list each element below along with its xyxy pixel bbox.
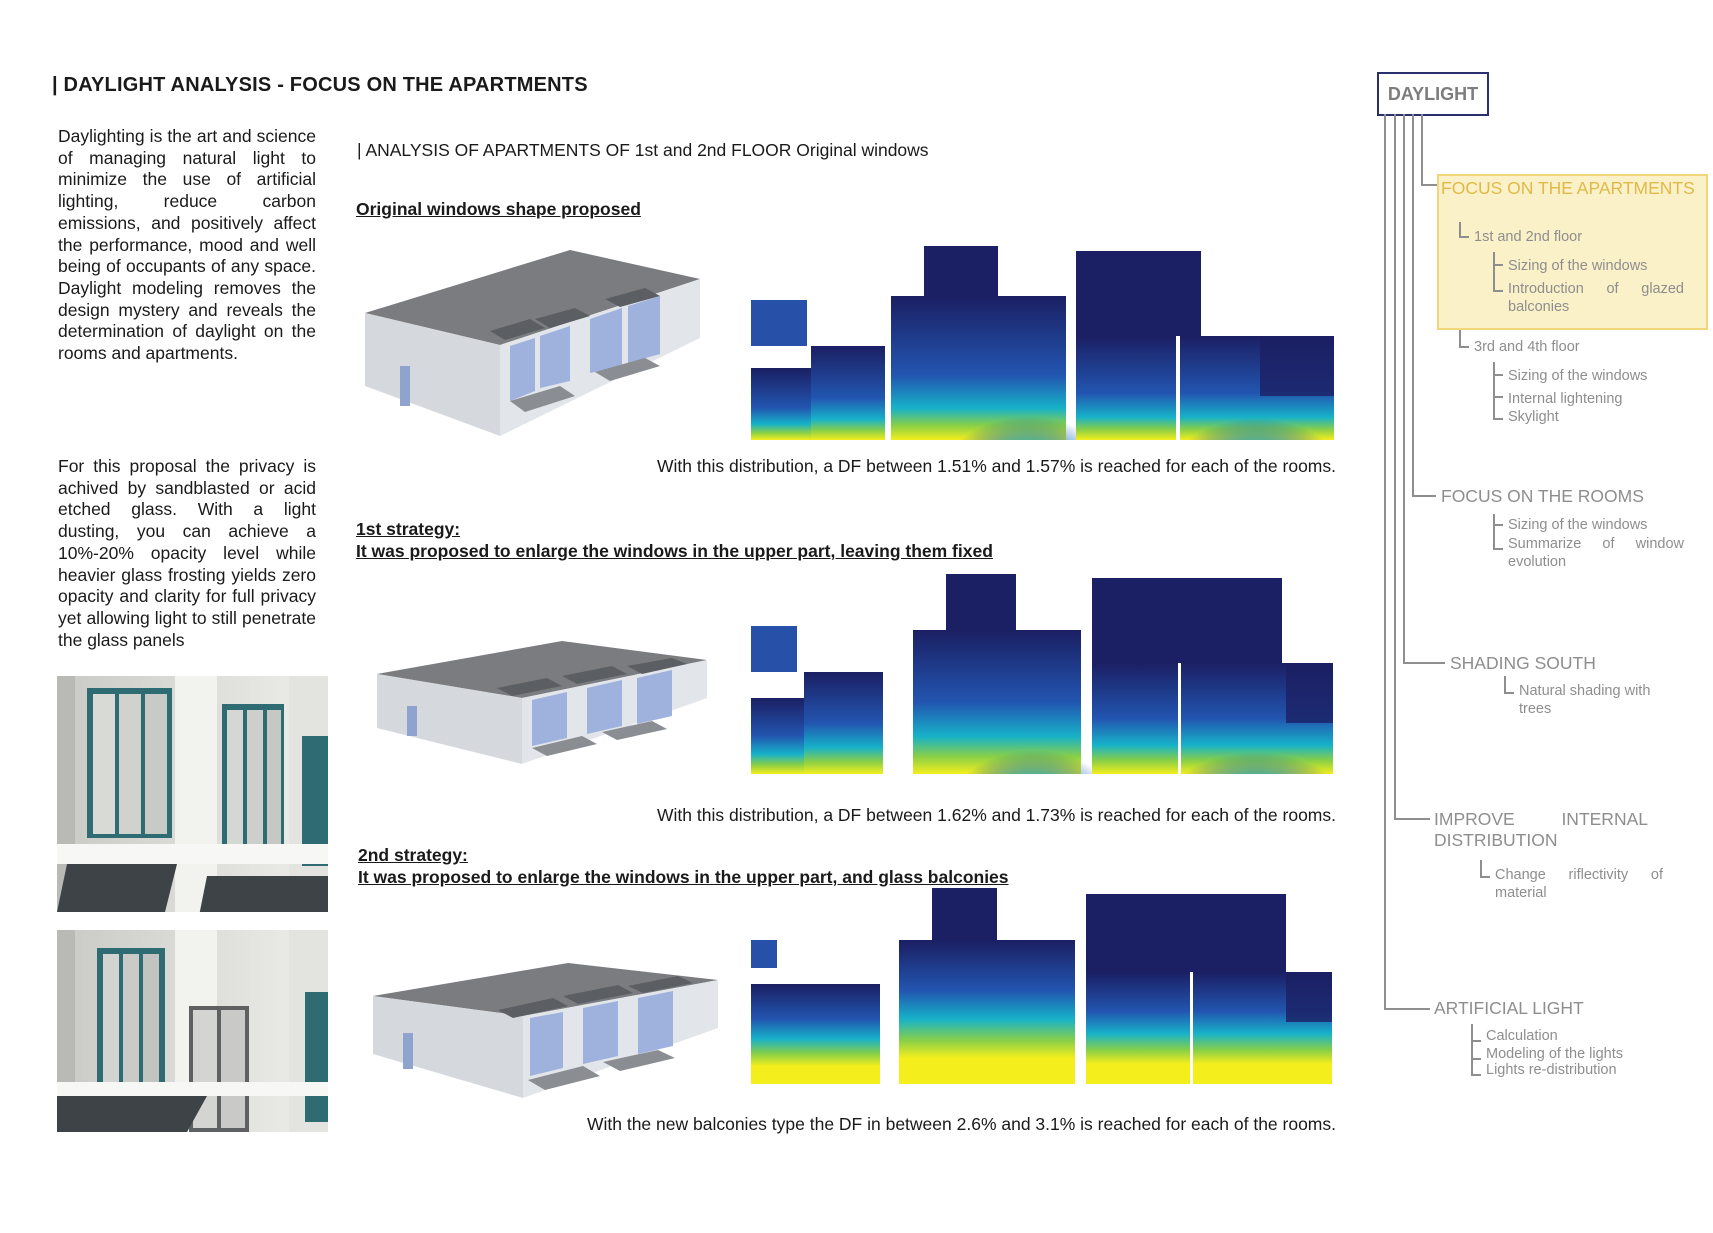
analysis-heading: | ANALYSIS OF APARTMENTS OF 1st and 2nd FLOOR Original windows: [357, 140, 929, 160]
nav-change-reflectivity[interactable]: Change riflectivity of material: [1495, 867, 1663, 901]
nav-internal-lightening[interactable]: Internal lightening: [1508, 391, 1623, 407]
nav-3rd-4th-floor[interactable]: 3rd and 4th floor: [1474, 339, 1580, 355]
original-caption: With this distribution, a DF between 1.51% and 1.57% is reached for each of the rooms.: [657, 456, 1336, 476]
strategy1-desc: It was proposed to enlarge the windows in the upper part, leaving them fixed: [356, 541, 993, 561]
intro-paragraph-2: For this proposal the privacy is achived by sandblasted or acid etched glass. With a light dusting, you can achieve a 10%-20% opacity level while heavier glass frosting yields zero opacity and clarity for full privacy yet allowing light to still penetrate the glass panels: [58, 456, 316, 650]
nav-summarize-evolution[interactable]: Summarize of window evolution: [1508, 536, 1684, 570]
nav-focus-apartments[interactable]: FOCUS ON THE APARTMENTS: [1441, 178, 1695, 198]
strategy1-title: 1st strategy:: [356, 519, 461, 539]
nav-focus-rooms[interactable]: FOCUS ON THE ROOMS: [1441, 486, 1644, 506]
strategy2-desc: It was proposed to enlarge the windows in the upper part, and glass balconies: [358, 867, 1009, 887]
nav-sizing-windows-3[interactable]: Sizing of the windows: [1508, 517, 1648, 533]
nav-natural-shading[interactable]: Natural shading with trees: [1519, 683, 1651, 717]
strategy2-caption: With the new balconies type the DF in between 2.6% and 3.1% is reached for each of the rooms.: [586, 1114, 1336, 1134]
strategy1-caption: With this distribution, a DF between 1.62% and 1.73% is reached for each of the rooms.: [657, 805, 1336, 825]
df-heatmap-strategy2: [746, 888, 1336, 1084]
nav-improve-distribution[interactable]: IMPROVE INTERNAL DISTRIBUTION: [1434, 809, 1648, 850]
intro-paragraph-1: Daylighting is the art and science of managing natural light to minimize the use of artificial lighting, reduce carbon emissions, and positively affect the performance, mood and well being of occupants of any space. Daylight modeling removes the design mystery and reveals the determination of daylight on the rooms and apartments.: [58, 126, 316, 364]
nav-skylight[interactable]: Skylight: [1508, 409, 1559, 425]
nav-glazed-balconies[interactable]: Introduction of glazed balconies: [1508, 281, 1684, 315]
nav-lights-redistribution[interactable]: Lights re-distribution: [1486, 1062, 1617, 1078]
page-title: | DAYLIGHT ANALYSIS - FOCUS ON THE APARTMENTS: [52, 74, 588, 96]
df-heatmap-original: [746, 246, 1336, 440]
building-model-original: [360, 246, 730, 446]
building-model-strategy1: [372, 636, 720, 770]
balcony-photo: [57, 676, 328, 1132]
nav-shading-south[interactable]: SHADING SOUTH: [1450, 653, 1596, 673]
nav-1st-2nd-floor[interactable]: 1st and 2nd floor: [1474, 229, 1583, 245]
building-model-strategy2: [368, 958, 728, 1108]
nav-calculation[interactable]: Calculation: [1486, 1028, 1558, 1044]
strategy2-title: 2nd strategy:: [358, 845, 468, 865]
nav-sizing-windows[interactable]: Sizing of the windows: [1508, 258, 1648, 274]
nav-modeling-lights[interactable]: Modeling of the lights: [1486, 1046, 1624, 1062]
original-title: Original windows shape proposed: [356, 199, 641, 219]
nav-artificial-light[interactable]: ARTIFICIAL LIGHT: [1434, 998, 1584, 1018]
nav-root-daylight[interactable]: DAYLIGHT: [1377, 72, 1489, 116]
df-heatmap-strategy1: [746, 574, 1336, 774]
nav-sizing-windows-2[interactable]: Sizing of the windows: [1508, 368, 1648, 384]
